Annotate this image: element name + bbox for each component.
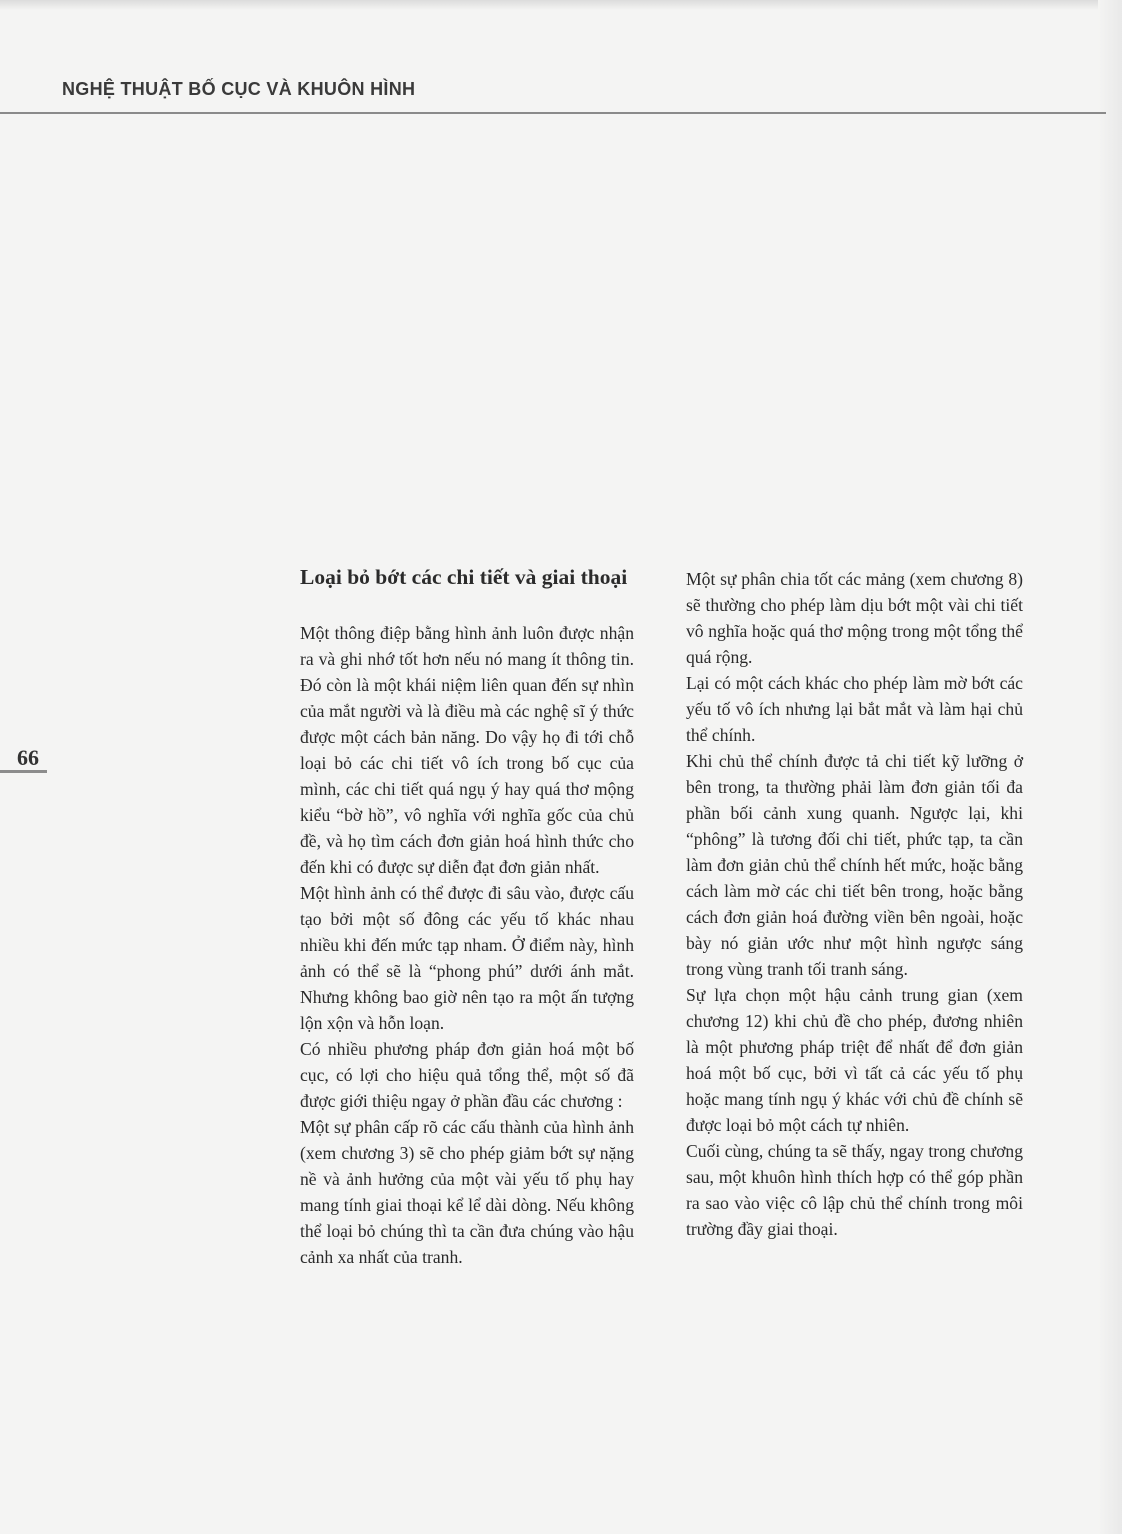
right-text-column	[686, 566, 1023, 1242]
paragraph: Có nhiều phương pháp đơn giản hoá một bố cục, có lợi cho hiệu quả tổng thể, một số đã được giới thiệu ngay ở phần đầu các chương :	[300, 1039, 634, 1111]
paragraph: Một sự phân cấp rõ các cấu thành của hình ảnh (xem chương 3) sẽ cho phép giảm bớt sự nặng nề và ảnh hưởng của một vài yếu tố phụ hay mang tính giai thoại kể lể dài dòng. Nếu không thể loại bỏ chúng thì ta cần đưa chúng vào hậu cảnh xa nhất của tranh.	[300, 1117, 634, 1267]
paragraph: Khi chủ thể chính được tả chi tiết kỹ lưỡng ở bên trong, ta thường phải làm đơn giản tối đa phần bối cảnh xung quanh. Ngược lại, khi “phông” là tương đối chi tiết, phức tạp, ta cần làm đơn giản chủ thể chính hết mức, hoặc bằng cách làm mờ các chi tiết bên trong, hoặc bằng cách đơn giản hoá đường viền bên ngoài, hoặc bày nó giản ước như một hình ngược sáng trong vùng tranh tối tranh sáng.	[686, 751, 1023, 979]
page-gutter-shadow	[1098, 0, 1122, 1534]
section-heading: Loại bỏ bớt các chi tiết và giai thoại	[300, 565, 628, 589]
paragraph: Một thông điệp bằng hình ảnh luôn được nhận ra và ghi nhớ tốt hơn nếu nó mang ít thông tin. Đó còn là một khái niệm liên quan đến sự nhìn của mắt người và là điều mà các nghệ sĩ ý thức được một cách bản năng. Do vậy họ đi tới chỗ loại bỏ các chi tiết vô ích trong bố cục của mình, các chi tiết quá ngụ ý hay quá thơ mộng kiểu “bờ hồ”, vô nghĩa với nghĩa gốc của chủ đề, và họ tìm cách đơn giản hoá hình thức cho đến khi có được sự diễn đạt đơn giản nhất.	[300, 623, 634, 877]
paragraph: Một hình ảnh có thể được đi sâu vào, được cấu tạo bởi một số đông các yếu tố khác nhau nhiều khi đến mức tạp nham. Ở điểm này, hình ảnh có thể sẽ là “phong phú” dưới ánh mắt. Nhưng không bao giờ nên tạo ra một ấn tượng lộn xộn và hỗn loạn.	[300, 883, 634, 1033]
header-rule	[0, 112, 1106, 114]
paragraph: Sự lựa chọn một hậu cảnh trung gian (xem chương 12) khi chủ đề cho phép, đương nhiên là một phương pháp triệt để nhất để đơn giản hoá một bố cục, bởi vì tất cả các yếu tố phụ hoặc mang tính ngụ ý khác với chủ đề chính sẽ được loại bỏ một cách tự nhiên.	[686, 985, 1023, 1135]
left-text-column	[300, 562, 634, 1270]
paragraph: Cuối cùng, chúng ta sẽ thấy, ngay trong chương sau, một khuôn hình thích hợp có thể góp phần ra sao vào việc cô lập chủ thể chính trong môi trường đầy giai thoại.	[686, 1141, 1023, 1239]
scan-edge-shadow	[0, 0, 1122, 10]
paragraph: Một sự phân chia tốt các mảng (xem chương 8) sẽ thường cho phép làm dịu bớt một vài chi tiết vô nghĩa hoặc quá thơ mộng trong một tổng thể quá rộng.	[686, 569, 1023, 667]
page-number: 66	[17, 745, 39, 770]
paragraph: Lại có một cách khác cho phép làm mờ bớt các yếu tố vô ích nhưng lại bắt mắt và làm hại chủ thể chính.	[686, 673, 1023, 745]
running-header: NGHỆ THUẬT BỐ CỤC VÀ KHUÔN HÌNH	[62, 79, 416, 99]
page-number-rule	[0, 770, 47, 773]
